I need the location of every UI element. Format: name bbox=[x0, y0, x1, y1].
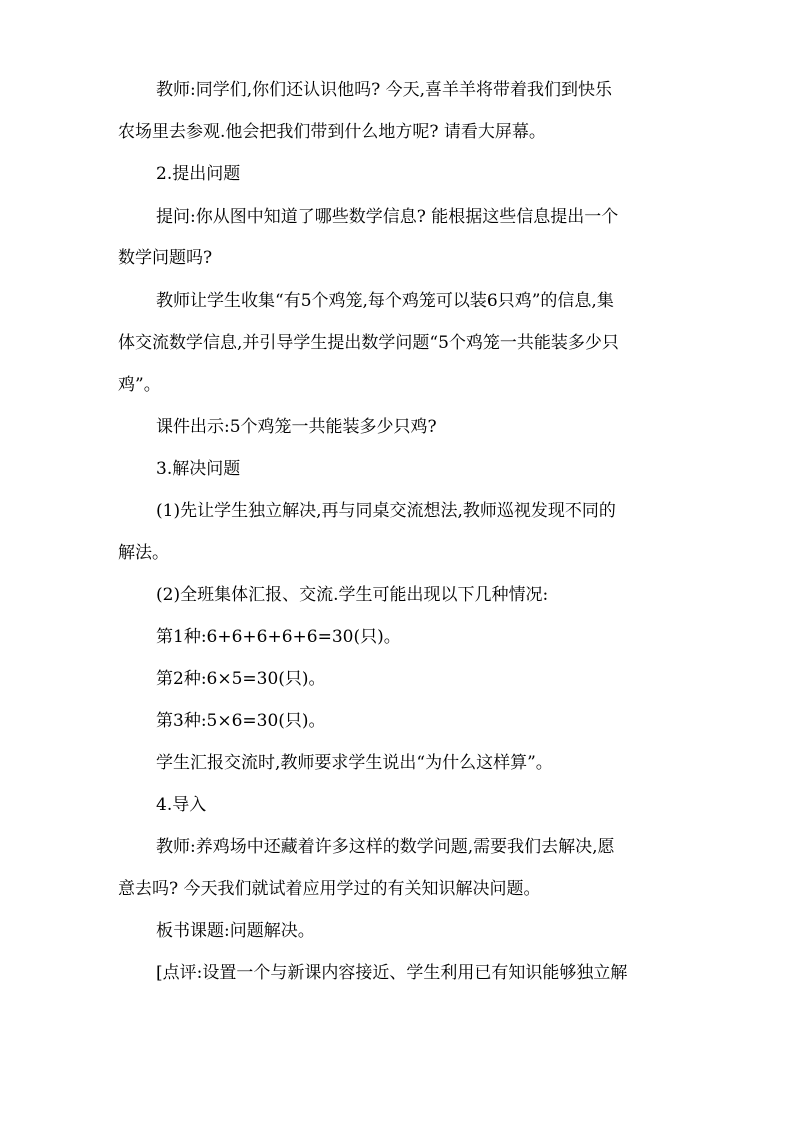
paragraph-question-line-1: 提问:你从图中知道了哪些数学信息? 能根据这些信息提出一个 bbox=[156, 207, 619, 227]
paragraph-step1-line-1: (1)先让学生独立解决,再与同桌交流想法,教师巡视发现不同的 bbox=[156, 501, 616, 521]
section-heading-introduce: 4.导入 bbox=[156, 795, 207, 815]
section-heading-solve-problem: 3.解决问题 bbox=[156, 459, 241, 479]
method-1: 第1种:6+6+6+6+6=30(只)。 bbox=[156, 627, 401, 647]
section-heading-ask-question: 2.提出问题 bbox=[156, 164, 241, 184]
paragraph-board-title: 板书课题:问题解决。 bbox=[156, 921, 315, 941]
paragraph-step2: (2)全班集体汇报、交流.学生可能出现以下几种情况: bbox=[156, 585, 549, 605]
paragraph-report: 学生汇报交流时,教师要求学生说出“为什么这样算”。 bbox=[156, 753, 553, 773]
paragraph-collect-info-line-2: 体交流数学信息,并引导学生提出数学问题“5个鸡笼一共能装多少只 bbox=[118, 333, 619, 353]
paragraph-collect-info-line-1: 教师让学生收集“有5个鸡笼,每个鸡笼可以装6只鸡”的信息,集 bbox=[156, 291, 614, 311]
paragraph-chicken-farm-line-2: 意去吗? 今天我们就试着应用学过的有关知识解决问题。 bbox=[118, 879, 541, 899]
paragraph-collect-info-line-3: 鸡”。 bbox=[118, 375, 161, 395]
method-2: 第2种:6×5=30(只)。 bbox=[156, 669, 326, 689]
paragraph-question-line-2: 数学问题吗? bbox=[118, 248, 213, 268]
paragraph-chicken-farm-line-1: 教师:养鸡场中还藏着许多这样的数学问题,需要我们去解决,愿 bbox=[156, 837, 615, 857]
method-3: 第3种:5×6=30(只)。 bbox=[156, 711, 326, 731]
paragraph-teacher-intro-line-2: 农场里去参观.他会把我们带到什么地方呢? 请看大屏幕。 bbox=[118, 122, 546, 142]
paragraph-courseware: 课件出示:5个鸡笼一共能装多少只鸡? bbox=[156, 417, 437, 437]
paragraph-teacher-intro-line-1: 教师:同学们,你们还认识他吗? 今天,喜羊羊将带着我们到快乐 bbox=[156, 80, 613, 100]
paragraph-step1-line-2: 解法。 bbox=[118, 543, 169, 563]
paragraph-comment: [点评:设置一个与新课内容接近、学生利用已有知识能够独立解 bbox=[156, 963, 628, 983]
